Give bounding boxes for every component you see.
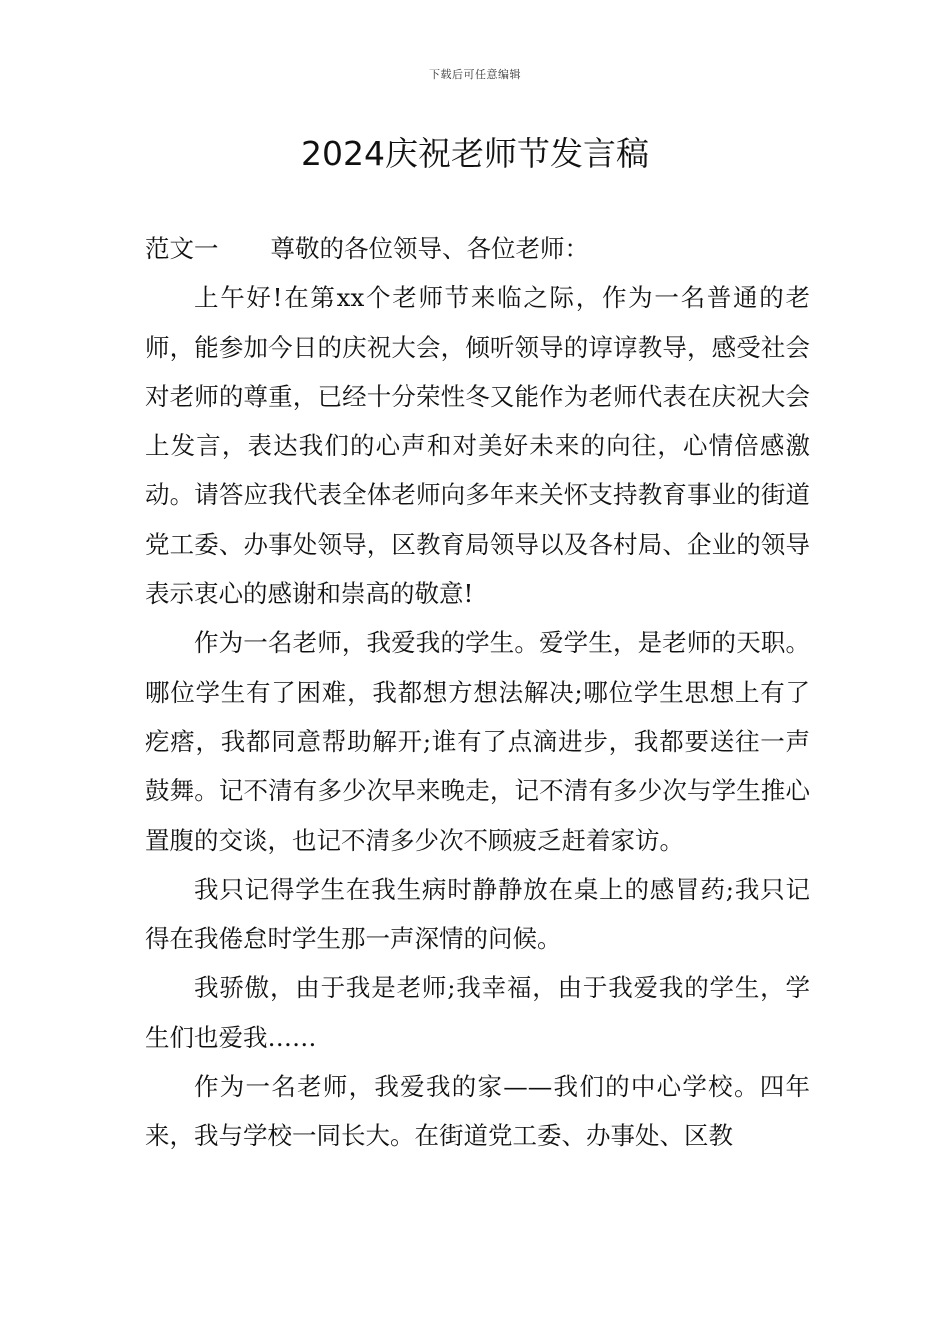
section-label: 范文一 <box>145 234 219 263</box>
document-title: 2024庆祝老师节发言稿 <box>301 134 649 173</box>
paragraph: 作为一名老师，我爱我的家——我们的中心学校。四年来，我与学校一同长大。在街道党工委、办事处、区教 <box>145 1072 810 1151</box>
paragraph: 作为一名老师，我爱我的学生。爱学生，是老师的天职。哪位学生有了困难，我都想方想法解决;哪位学生思想上有了疙瘩，我都同意帮助解开;谁有了点滴进步，我都要送往一声鼓舞。记不清有多少次早来晚走，记不清有多少次与学生推心置腹的交谈，也记不清多少次不顾疲乏赶着家访。 <box>145 628 810 855</box>
page-header-note: 下载后可任意编辑 <box>429 68 521 81</box>
opening-line <box>145 224 810 273</box>
paragraph: 上午好!在第xx个老师节来临之际，作为一名普通的老师，能参加今日的庆祝大会，倾听领导的谆谆教导，感受社会对老师的尊重，已经十分荣性冬又能作为老师代表在庆祝大会上发言，表达我们的心声和对美好未来的向往，心情倍感激动。请答应我代表全体老师向多年来关怀支持教育事业的街道党工委、办事处领导，区教育局领导以及各村局、企业的领导表示衷心的感谢和崇高的敬意! <box>145 283 810 609</box>
paragraph: 我只记得学生在我生病时静静放在桌上的感冒药;我只记得在我倦怠时学生那一声深情的问候。 <box>145 874 810 954</box>
paragraph: 我骄傲，由于我是老师;我幸福，由于我爱我的学生，学生们也爱我…… <box>145 973 810 1052</box>
document-body <box>145 224 810 1161</box>
salutation: 尊敬的各位领导、各位老师： <box>270 234 589 263</box>
